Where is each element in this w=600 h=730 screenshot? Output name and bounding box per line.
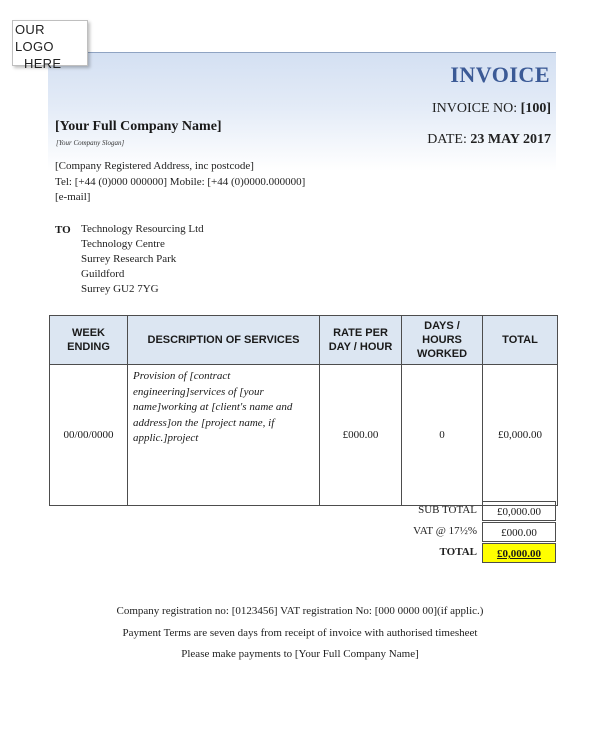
recipient-line: Surrey GU2 7YG	[81, 283, 159, 295]
cell-rate: £000.00	[320, 365, 402, 506]
total-value: £0,000.00	[482, 543, 556, 563]
header-week-ending: WEEK ENDING	[50, 316, 128, 365]
vat-value: £000.00	[482, 522, 556, 542]
invoice-number	[432, 101, 551, 117]
recipient-line: Surrey Research Park	[81, 253, 177, 265]
footer-registration: Company registration no: [0123456] VAT registration No: [000 0000 00](if applic.)	[116, 605, 484, 617]
table-header-row	[50, 316, 558, 365]
header-rate: RATE PER DAY / HOUR	[320, 316, 402, 365]
total-label: TOTAL	[439, 546, 477, 558]
logo-text-line-1: OUR LOGO	[15, 22, 54, 54]
invoice-date-label: DATE:	[427, 132, 467, 147]
invoice-number-label: INVOICE NO:	[432, 101, 518, 116]
recipient-label: TO	[55, 224, 71, 236]
header-days-worked: DAYS / HOURS WORKED	[402, 316, 483, 365]
footer-payment-instructions: Please make payments to [Your Full Company Name]	[181, 648, 419, 660]
subtotal-value: £0,000.00	[482, 501, 556, 521]
invoice-date	[427, 132, 551, 148]
header-description: DESCRIPTION OF SERVICES	[128, 316, 320, 365]
company-address: [Company Registered Address, inc postcode]	[55, 160, 254, 172]
cell-week-ending: 00/00/0000	[50, 365, 128, 506]
table-row	[50, 365, 558, 506]
cell-days: 0	[402, 365, 483, 506]
recipient-line: Technology Resourcing Ltd	[81, 223, 204, 235]
invoice-date-value: 23 MAY 2017	[470, 132, 551, 147]
cell-description: Provision of [contract engineering]services of [your name]working at [client's name and address]on the [project name, if applic.]project	[128, 365, 320, 506]
recipient-line: Guildford	[81, 268, 125, 280]
logo-text-line-2: HERE	[24, 56, 62, 71]
company-name: [Your Full Company Name]	[55, 119, 222, 134]
recipient-line: Technology Centre	[81, 238, 165, 250]
company-phone: Tel: [+44 (0)000 000000] Mobile: [+44 (0)0000.000000]	[55, 176, 306, 188]
vat-label: VAT @ 17½%	[413, 525, 477, 537]
company-slogan: [Your Company Slogan]	[56, 139, 125, 147]
footer-payment-terms: Payment Terms are seven days from receipt of invoice with authorised timesheet	[122, 627, 478, 639]
services-table	[49, 315, 558, 506]
cell-total: £0,000.00	[483, 365, 558, 506]
logo-placeholder	[12, 20, 88, 71]
invoice-title: INVOICE	[450, 62, 550, 87]
subtotal-label: SUB TOTAL	[418, 504, 477, 516]
company-email: [e-mail]	[55, 191, 91, 203]
invoice-number-value: [100]	[520, 101, 551, 116]
header-total: TOTAL	[483, 316, 558, 365]
